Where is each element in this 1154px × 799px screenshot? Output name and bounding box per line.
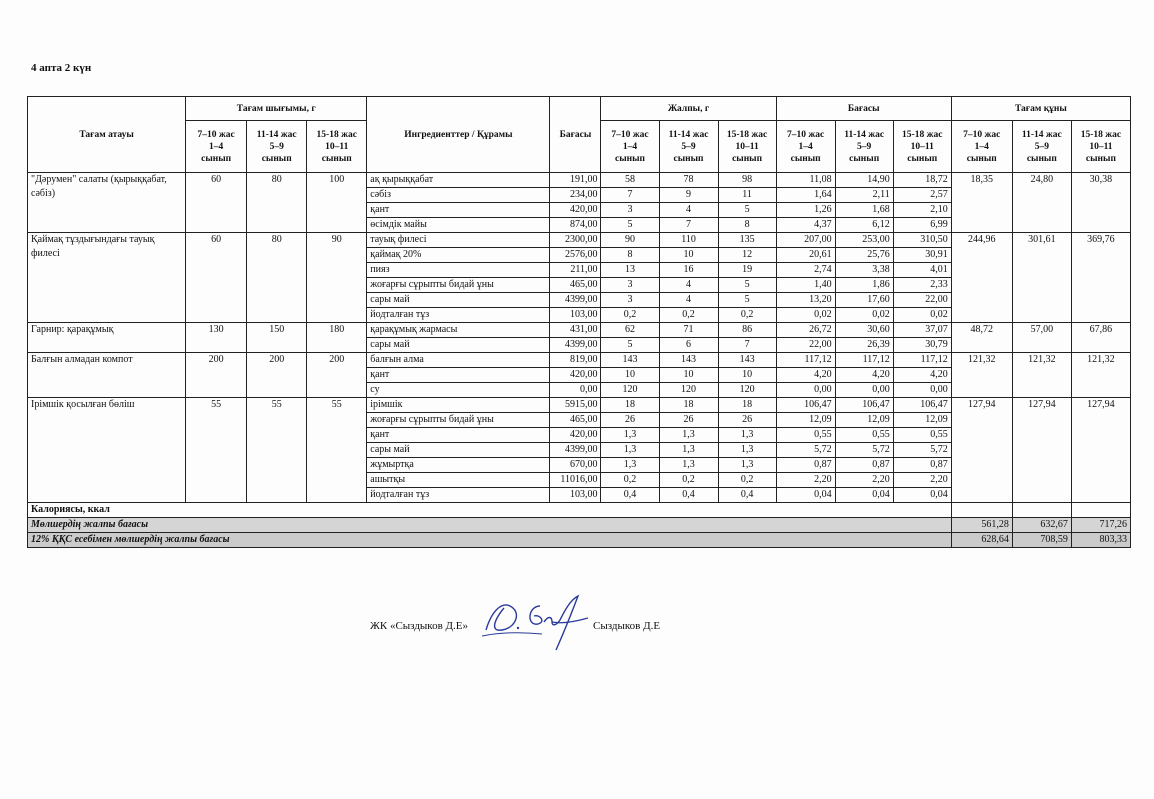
ingredient-name: қаймақ 20% xyxy=(367,248,550,263)
ingredient-grams: 1,3 xyxy=(659,428,718,443)
ingredient-price: 431,00 xyxy=(550,323,601,338)
ingredient-grams: 135 xyxy=(718,233,776,248)
ingredient-cost: 4,37 xyxy=(776,218,835,233)
dish-yield: 55 xyxy=(186,398,247,503)
dish-total-cost: 369,76 xyxy=(1071,233,1130,323)
ingredient-cost: 4,01 xyxy=(893,263,951,278)
ingredient-cost: 2,20 xyxy=(776,473,835,488)
ingredient-price: 103,00 xyxy=(550,488,601,503)
ingredient-grams: 1,3 xyxy=(601,458,659,473)
dish-name: Гарнир: қарақұмық xyxy=(28,323,186,353)
ingredient-grams: 10 xyxy=(659,368,718,383)
ingredient-cost: 6,99 xyxy=(893,218,951,233)
menu-table xyxy=(27,96,1131,548)
age-group-header: 15-18 жас 10–11 сынып xyxy=(307,121,367,173)
ingredient-grams: 143 xyxy=(659,353,718,368)
vat-cost-value: 803,33 xyxy=(1071,533,1130,548)
dish-total-cost: 67,86 xyxy=(1071,323,1130,353)
ingredient-grams: 19 xyxy=(718,263,776,278)
dish-yield: 130 xyxy=(186,323,247,353)
ingredient-name: су xyxy=(367,383,550,398)
ingredient-cost: 26,72 xyxy=(776,323,835,338)
ingredient-cost: 1,68 xyxy=(835,203,893,218)
ingredient-cost: 22,00 xyxy=(893,293,951,308)
ingredient-row xyxy=(28,353,1131,368)
ingredient-grams: 120 xyxy=(601,383,659,398)
dish-name: "Дәрумен" салаты (қырыққабат, сәбіз) xyxy=(28,173,186,233)
ingredient-cost: 106,47 xyxy=(835,398,893,413)
age-group-header: 11-14 жас 5–9 сынып xyxy=(835,121,893,173)
ingredient-grams: 8 xyxy=(718,218,776,233)
ingredient-name: қант xyxy=(367,368,550,383)
page-title: 4 апта 2 күн xyxy=(31,62,92,74)
vat-cost-value: 708,59 xyxy=(1012,533,1071,548)
ingredient-cost: 3,38 xyxy=(835,263,893,278)
ingredient-cost: 4,20 xyxy=(776,368,835,383)
ingredient-grams: 9 xyxy=(659,188,718,203)
ingredient-grams: 10 xyxy=(718,368,776,383)
dish-total-cost: 30,38 xyxy=(1071,173,1130,233)
ingredient-grams: 18 xyxy=(718,398,776,413)
ingredient-name: жоғарғы сұрыпты бидай ұны xyxy=(367,278,550,293)
ingredient-name: сары май xyxy=(367,443,550,458)
ingredient-cost: 14,90 xyxy=(835,173,893,188)
ingredient-cost: 0,00 xyxy=(893,383,951,398)
ingredient-grams: 86 xyxy=(718,323,776,338)
ingredient-cost: 12,09 xyxy=(893,413,951,428)
ingredient-cost: 30,79 xyxy=(893,338,951,353)
dish-yield: 180 xyxy=(307,323,367,353)
ingredient-cost: 1,86 xyxy=(835,278,893,293)
ingredient-grams: 0,2 xyxy=(659,308,718,323)
ingredient-cost: 1,40 xyxy=(776,278,835,293)
ingredient-name: өсімдік майы xyxy=(367,218,550,233)
ingredient-grams: 18 xyxy=(601,398,659,413)
ingredient-cost: 0,04 xyxy=(835,488,893,503)
dish-yield: 60 xyxy=(186,233,247,323)
ingredient-grams: 1,3 xyxy=(718,443,776,458)
price-header: Бағасы xyxy=(550,97,601,173)
ingredient-cost: 0,55 xyxy=(893,428,951,443)
ingredient-name: ірімшік xyxy=(367,398,550,413)
signature-company: ЖК «Сыздыков Д.Е» xyxy=(370,620,469,632)
ingredient-name: ақ қырыққабат xyxy=(367,173,550,188)
ingredient-name: қарақұмық жармасы xyxy=(367,323,550,338)
age-group-header: 7–10 жас 1–4 сынып xyxy=(186,121,247,173)
ingredient-cost: 0,55 xyxy=(835,428,893,443)
ingredient-grams: 0,4 xyxy=(659,488,718,503)
ingredient-grams: 1,3 xyxy=(659,458,718,473)
vat-cost-label: 12% ҚҚС есебімен мөлшердің жалпы бағасы xyxy=(28,533,952,548)
ingredient-cost: 0,04 xyxy=(893,488,951,503)
ingredient-name: йодталған тұз xyxy=(367,308,550,323)
ingredient-cost: 17,60 xyxy=(835,293,893,308)
ingredient-cost: 0,02 xyxy=(893,308,951,323)
ingredient-cost: 26,39 xyxy=(835,338,893,353)
ingredient-grams: 18 xyxy=(659,398,718,413)
ingredient-cost: 2,20 xyxy=(893,473,951,488)
ingredient-price: 4399,00 xyxy=(550,293,601,308)
ingredient-cost: 11,08 xyxy=(776,173,835,188)
ingredient-grams: 1,3 xyxy=(659,443,718,458)
ingredient-row xyxy=(28,233,1131,248)
ingredient-cost: 0,00 xyxy=(835,383,893,398)
ingredient-cost: 30,91 xyxy=(893,248,951,263)
signature-name: Сыздыков Д.Е xyxy=(593,620,661,632)
ingredient-cost: 20,61 xyxy=(776,248,835,263)
age-group-header: 15-18 жас 10–11 сынып xyxy=(718,121,776,173)
dish-yield: 80 xyxy=(247,173,307,233)
ingredient-grams: 90 xyxy=(601,233,659,248)
ingredient-grams: 120 xyxy=(659,383,718,398)
dish-total-cost: 121,32 xyxy=(1012,353,1071,398)
ingredient-cost: 106,47 xyxy=(893,398,951,413)
ingredient-cost: 12,09 xyxy=(835,413,893,428)
ingredient-name: сәбіз xyxy=(367,188,550,203)
ingredient-price: 420,00 xyxy=(550,203,601,218)
ingredient-grams: 1,3 xyxy=(601,443,659,458)
ingredient-price: 2300,00 xyxy=(550,233,601,248)
dish-name: Балғын алмадан компот xyxy=(28,353,186,398)
dish-yield: 200 xyxy=(307,353,367,398)
age-group-header: 7–10 жас 1–4 сынып xyxy=(601,121,659,173)
total-cost-value: 717,26 xyxy=(1071,518,1130,533)
ingredient-price: 874,00 xyxy=(550,218,601,233)
ingredient-price: 4399,00 xyxy=(550,443,601,458)
ingredient-grams: 0,4 xyxy=(601,488,659,503)
dish-name: Қаймақ тұздығындағы тауық филесі xyxy=(28,233,186,323)
ingredient-grams: 0,4 xyxy=(718,488,776,503)
ingredient-cost: 0,55 xyxy=(776,428,835,443)
ingredient-price: 234,00 xyxy=(550,188,601,203)
ingredient-price: 420,00 xyxy=(550,368,601,383)
ingredient-grams: 5 xyxy=(718,203,776,218)
ingredient-grams: 4 xyxy=(659,203,718,218)
ingredient-name: қант xyxy=(367,428,550,443)
ingredient-grams: 143 xyxy=(718,353,776,368)
ingredient-grams: 16 xyxy=(659,263,718,278)
ingredient-grams: 7 xyxy=(659,218,718,233)
ingredient-grams: 62 xyxy=(601,323,659,338)
ingredient-grams: 1,3 xyxy=(718,458,776,473)
ingredient-grams: 26 xyxy=(601,413,659,428)
ingredient-grams: 5 xyxy=(718,293,776,308)
ingredient-cost: 0,02 xyxy=(776,308,835,323)
ingredient-grams: 5 xyxy=(601,338,659,353)
ingredient-grams: 5 xyxy=(718,278,776,293)
dish-total-cost: 121,32 xyxy=(1071,353,1130,398)
ingredient-row xyxy=(28,398,1131,413)
dish-yield: 60 xyxy=(186,173,247,233)
ingredient-grams: 26 xyxy=(718,413,776,428)
ingredient-row xyxy=(28,323,1131,338)
ingredient-cost: 0,87 xyxy=(776,458,835,473)
age-group-header: 11-14 жас 5–9 сынып xyxy=(247,121,307,173)
dish-yield: 55 xyxy=(307,398,367,503)
total-cost-value: 632,67 xyxy=(1012,518,1071,533)
ingredient-cost: 2,74 xyxy=(776,263,835,278)
dish-yield: 55 xyxy=(247,398,307,503)
ingredients-header: Ингредиенттер / Құрамы xyxy=(367,97,550,173)
dish-yield: 200 xyxy=(186,353,247,398)
ingredient-grams: 98 xyxy=(718,173,776,188)
age-group-header: 7–10 жас 1–4 сынып xyxy=(776,121,835,173)
ingredient-price: 420,00 xyxy=(550,428,601,443)
ingredient-price: 5915,00 xyxy=(550,398,601,413)
ingredient-name: йодталған тұз xyxy=(367,488,550,503)
dish-total-cost: 48,72 xyxy=(951,323,1012,353)
ingredient-name: ашытқы xyxy=(367,473,550,488)
ingredient-price: 465,00 xyxy=(550,278,601,293)
ingredient-grams: 6 xyxy=(659,338,718,353)
dish-total-cost: 121,32 xyxy=(951,353,1012,398)
ingredient-name: сары май xyxy=(367,338,550,353)
ingredient-name: сары май xyxy=(367,293,550,308)
ingredient-price: 191,00 xyxy=(550,173,601,188)
ingredient-cost: 0,87 xyxy=(893,458,951,473)
ingredient-grams: 0,2 xyxy=(601,473,659,488)
ingredient-name: жоғарғы сұрыпты бидай ұны xyxy=(367,413,550,428)
ingredient-grams: 1,3 xyxy=(601,428,659,443)
total-cost-label: Мөлшердің жалпы бағасы xyxy=(28,518,952,533)
ingredient-cost: 2,33 xyxy=(893,278,951,293)
ingredient-cost: 310,50 xyxy=(893,233,951,248)
dish-yield: 80 xyxy=(247,233,307,323)
ingredient-grams: 78 xyxy=(659,173,718,188)
ingredient-cost: 18,72 xyxy=(893,173,951,188)
ingredient-grams: 26 xyxy=(659,413,718,428)
dish-total-cost: 24,80 xyxy=(1012,173,1071,233)
ingredient-price: 465,00 xyxy=(550,413,601,428)
cost-header: Бағасы xyxy=(776,97,951,121)
ingredient-cost: 1,26 xyxy=(776,203,835,218)
dish-yield: 100 xyxy=(307,173,367,233)
ingredient-price: 103,00 xyxy=(550,308,601,323)
ingredient-grams: 13 xyxy=(601,263,659,278)
ingredient-price: 11016,00 xyxy=(550,473,601,488)
ingredient-grams: 7 xyxy=(601,188,659,203)
ingredient-cost: 253,00 xyxy=(835,233,893,248)
ingredient-grams: 5 xyxy=(601,218,659,233)
ingredient-name: пияз xyxy=(367,263,550,278)
ingredient-price: 819,00 xyxy=(550,353,601,368)
ingredient-cost: 6,12 xyxy=(835,218,893,233)
yield-header: Тағам шығымы, г xyxy=(186,97,367,121)
ingredient-cost: 4,20 xyxy=(893,368,951,383)
ingredient-price: 0,00 xyxy=(550,383,601,398)
ingredient-grams: 10 xyxy=(659,248,718,263)
ingredient-cost: 117,12 xyxy=(893,353,951,368)
age-group-header: 11-14 жас 5–9 сынып xyxy=(659,121,718,173)
ingredient-grams: 0,2 xyxy=(601,308,659,323)
ingredient-cost: 37,07 xyxy=(893,323,951,338)
ingredient-grams: 4 xyxy=(659,278,718,293)
dish-total-cost: 127,94 xyxy=(1071,398,1130,503)
ingredient-grams: 12 xyxy=(718,248,776,263)
ingredient-grams: 0,2 xyxy=(718,308,776,323)
total-grams-header: Жалпы, г xyxy=(601,97,776,121)
ingredient-grams: 71 xyxy=(659,323,718,338)
age-group-header: 15-18 жас 10–11 сынып xyxy=(893,121,951,173)
ingredient-name: жұмыртқа xyxy=(367,458,550,473)
ingredient-cost: 30,60 xyxy=(835,323,893,338)
dish-yield: 90 xyxy=(307,233,367,323)
ingredient-grams: 7 xyxy=(718,338,776,353)
dish-total-cost: 127,94 xyxy=(951,398,1012,503)
ingredient-cost: 0,02 xyxy=(835,308,893,323)
dish-total-cost: 244,96 xyxy=(951,233,1012,323)
age-group-header: 7–10 жас 1–4 сынып xyxy=(951,121,1012,173)
ingredient-price: 211,00 xyxy=(550,263,601,278)
ingredient-cost: 4,20 xyxy=(835,368,893,383)
ingredient-grams: 10 xyxy=(601,368,659,383)
ingredient-row xyxy=(28,173,1131,188)
ingredient-grams: 3 xyxy=(601,293,659,308)
dish-cost-header: Тағам құны xyxy=(951,97,1130,121)
ingredient-grams: 58 xyxy=(601,173,659,188)
vat-cost-value: 628,64 xyxy=(951,533,1012,548)
ingredient-price: 2576,00 xyxy=(550,248,601,263)
total-cost-value: 561,28 xyxy=(951,518,1012,533)
dish-name: Ірімшік қосылған бөліш xyxy=(28,398,186,503)
ingredient-cost: 106,47 xyxy=(776,398,835,413)
dish-total-cost: 301,61 xyxy=(1012,233,1071,323)
ingredient-cost: 5,72 xyxy=(893,443,951,458)
dish-name-header: Тағам атауы xyxy=(28,97,186,173)
dish-total-cost: 18,35 xyxy=(951,173,1012,233)
ingredient-cost: 2,57 xyxy=(893,188,951,203)
ingredient-cost: 207,00 xyxy=(776,233,835,248)
ingredient-cost: 117,12 xyxy=(776,353,835,368)
ingredient-name: балғын алма xyxy=(367,353,550,368)
ingredient-grams: 3 xyxy=(601,203,659,218)
ingredient-price: 4399,00 xyxy=(550,338,601,353)
ingredient-name: тауық филесі xyxy=(367,233,550,248)
ingredient-cost: 12,09 xyxy=(776,413,835,428)
ingredient-grams: 120 xyxy=(718,383,776,398)
ingredient-cost: 0,00 xyxy=(776,383,835,398)
ingredient-cost: 5,72 xyxy=(835,443,893,458)
ingredient-grams: 8 xyxy=(601,248,659,263)
dish-yield: 150 xyxy=(247,323,307,353)
ingredient-cost: 0,87 xyxy=(835,458,893,473)
ingredient-cost: 2,20 xyxy=(835,473,893,488)
ingredient-cost: 0,04 xyxy=(776,488,835,503)
age-group-header: 11-14 жас 5–9 сынып xyxy=(1012,121,1071,173)
ingredient-cost: 5,72 xyxy=(776,443,835,458)
ingredient-grams: 3 xyxy=(601,278,659,293)
ingredient-name: қант xyxy=(367,203,550,218)
ingredient-grams: 1,3 xyxy=(718,428,776,443)
calories-label: Калориясы, ккал xyxy=(28,503,952,518)
ingredient-grams: 110 xyxy=(659,233,718,248)
ingredient-grams: 0,2 xyxy=(718,473,776,488)
ingredient-cost: 25,76 xyxy=(835,248,893,263)
dish-yield: 200 xyxy=(247,353,307,398)
ingredient-grams: 143 xyxy=(601,353,659,368)
ingredient-cost: 2,11 xyxy=(835,188,893,203)
dish-total-cost: 57,00 xyxy=(1012,323,1071,353)
age-group-header: 15-18 жас 10–11 сынып xyxy=(1071,121,1130,173)
ingredient-grams: 4 xyxy=(659,293,718,308)
ingredient-cost: 117,12 xyxy=(835,353,893,368)
ingredient-cost: 2,10 xyxy=(893,203,951,218)
ingredient-grams: 0,2 xyxy=(659,473,718,488)
ingredient-cost: 13,20 xyxy=(776,293,835,308)
ingredient-price: 670,00 xyxy=(550,458,601,473)
ingredient-grams: 11 xyxy=(718,188,776,203)
ingredient-cost: 22,00 xyxy=(776,338,835,353)
handwritten-signature xyxy=(482,592,592,654)
dish-total-cost: 127,94 xyxy=(1012,398,1071,503)
ingredient-cost: 1,64 xyxy=(776,188,835,203)
